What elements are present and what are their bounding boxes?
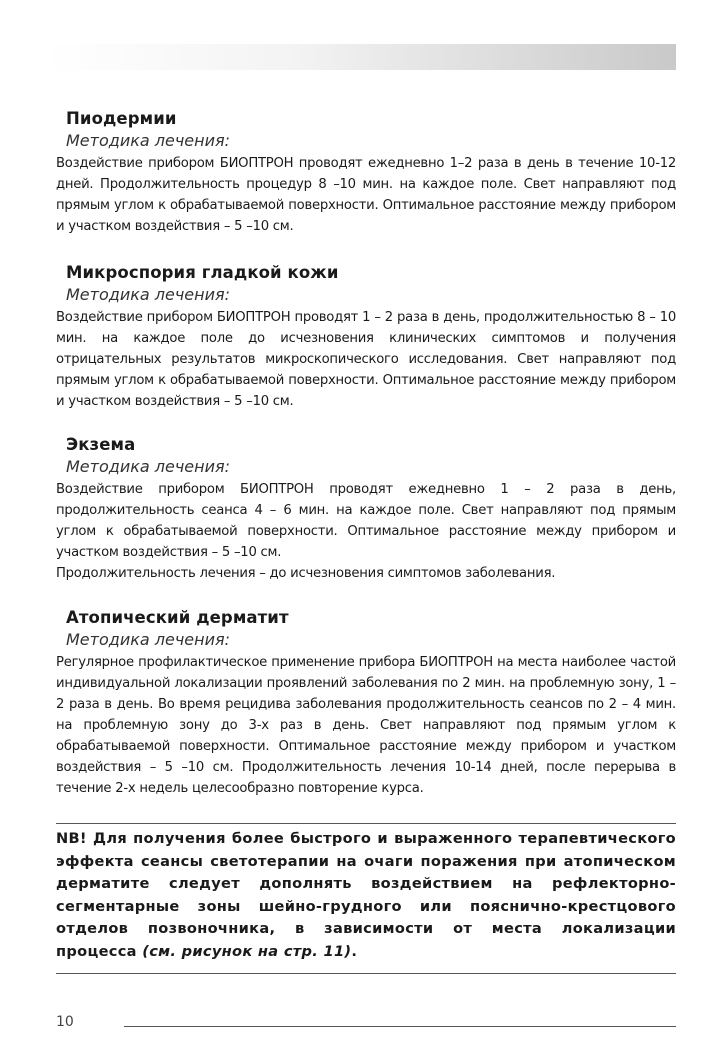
section-title: Пиодермии	[66, 109, 177, 128]
section-subtitle: Методика лечения:	[66, 457, 231, 476]
section-title: Микроспория гладкой кожи	[66, 263, 339, 282]
section-eczema	[56, 434, 676, 584]
section-paragraph: Продолжительность лечения – до исчезновения симптомов заболевания.	[56, 566, 556, 581]
section-paragraph: Воздействие прибором БИОПТРОН проводят 1 – 2 раза в день, продолжительностью 8 – 10 мин. на каждое поле до исчезновения клинических симптомов и получения отрицательных результатов микроскопического исследования. Свет направляют под прямым углом к обрабатываемой поверхности. Оптимальное расстояние между прибором и участком воздействия – 5 –10 см.	[56, 310, 676, 409]
section-atopic-dermatitis	[56, 607, 676, 799]
section-pyoderma	[56, 108, 676, 237]
section-paragraph: Регулярное профилактическое применение прибора БИОПТРОН на места наиболее частой индивидуальной локализации проявлений заболевания по 2 мин. на проблемную зону, 1 – 2 раза в день. Во время рецидива заболевания продолжительность сеансов по 2 – 4 мин. на проблемную зону до 3-х раз в день. Свет направляют под прямым углом к обрабатываемой поверхности. Оптимальное расстояние между прибором и участком воздействия – 5 –10 см. Продолжительность лечения 10-14 дней, после перерыва в течение 2-х недель целесообразно повторение курса.	[56, 655, 676, 796]
section-subtitle: Методика лечения:	[66, 630, 231, 649]
note-top-divider	[56, 823, 676, 824]
nb-note-text: NB! Для получения более быстрого и выраженного терапевтического эффекта сеансы светотерапии на очаги поражения при атопическом дерматите следует дополнять воздействием на рефлекторно-сегментарные зоны шейно-грудного или пояснично-крестцового отделов позвоночника, в зависимости от места локализации процесса	[56, 830, 677, 960]
section-microsporia	[56, 262, 676, 412]
note-bottom-divider	[56, 973, 676, 974]
nb-note-reference: (см. рисунок на стр. 11)	[142, 942, 352, 960]
header-gradient-bar	[46, 44, 676, 70]
section-title: Экзема	[66, 435, 136, 454]
section-subtitle: Методика лечения:	[66, 131, 231, 150]
page-number: 10	[56, 1014, 74, 1030]
section-subtitle: Методика лечения:	[66, 285, 231, 304]
section-paragraph: Воздействие прибором БИОПТРОН проводят ежедневно 1 – 2 раза в день, продолжительность сеанса 4 – 6 мин. на каждое поле. Свет направляют под прямым углом к обрабатываемой поверхности. Оптимальное расстояние между прибором и участком воздействия – 5 –10 см.	[56, 482, 676, 560]
nb-note	[56, 828, 676, 963]
footer-rule	[124, 1026, 676, 1027]
section-paragraph: Воздействие прибором БИОПТРОН проводят ежедневно 1–2 раза в день в течение 10-12 дней. Продолжительность процедур 8 –10 мин. на каждое поле. Свет направляют под прямым углом к обрабатываемой поверхности. Оптимальное расстояние между прибором и участком воздействия – 5 –10 см.	[56, 156, 676, 234]
nb-note-end: .	[351, 942, 358, 960]
section-title: Атопический дерматит	[66, 608, 289, 627]
